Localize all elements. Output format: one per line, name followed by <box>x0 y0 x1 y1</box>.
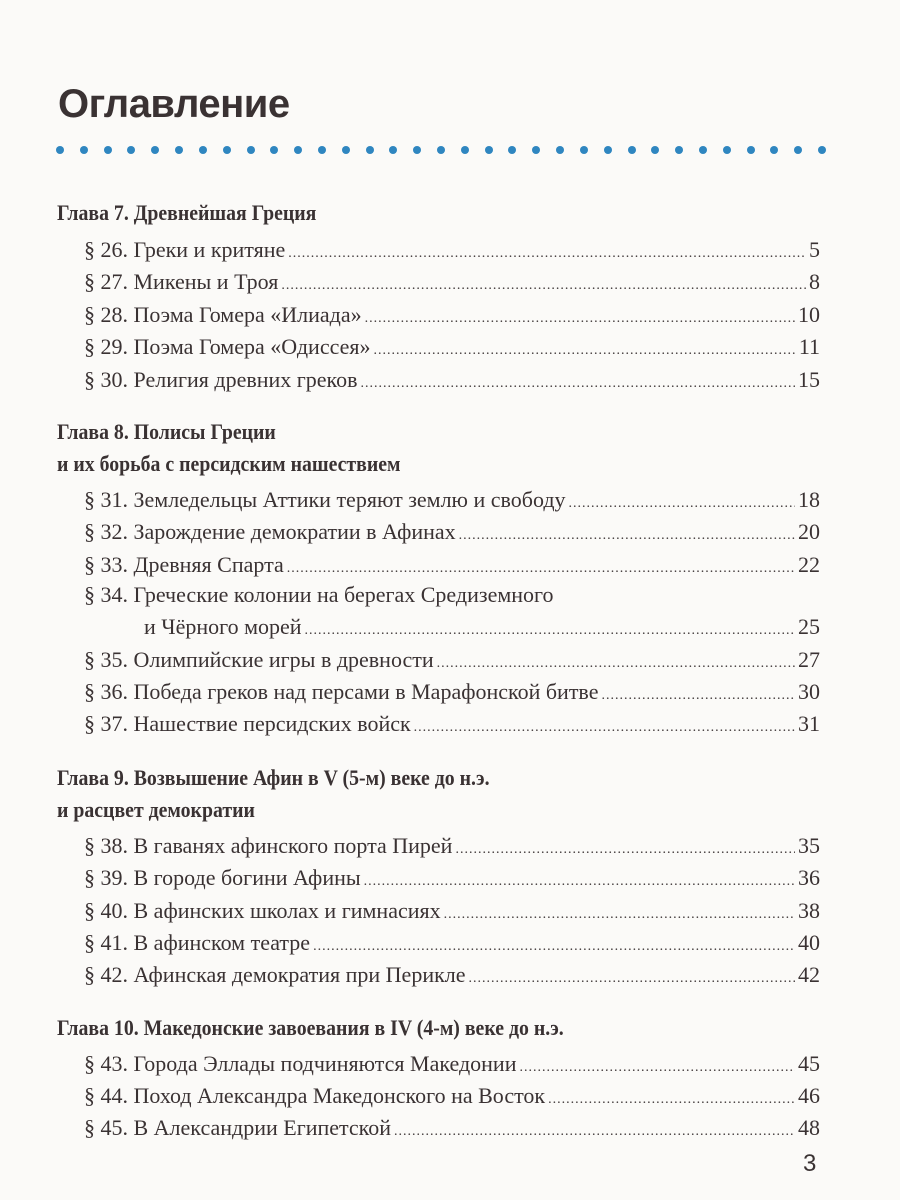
toc-entry[interactable]: § 44. Поход Александра Македонского на Восток ..... 46 <box>84 1081 820 1111</box>
toc-entry[interactable]: § 38. В гаванях афинского порта Пирей ..... 35 <box>84 831 820 861</box>
chapter-9-heading-line1: Глава 9. Возвышение Афин в V (5-м) веке до н.э. <box>57 765 490 790</box>
chapter-10-heading: Глава 10. Македонские завоевания в IV (4-м) веке до н.э. <box>57 1015 564 1040</box>
toc-entry[interactable]: § 29. Поэма Гомера «Одиссея» ..... 11 <box>84 332 820 362</box>
chapter-8-heading-line1: Глава 8. Полисы Греции <box>57 419 276 444</box>
chapter-7-heading: Глава 7. Древнейшая Греция <box>57 200 317 225</box>
toc-entry[interactable]: § 32. Зарождение демократии в Афинах ..... 20 <box>84 517 820 547</box>
toc-entry[interactable]: § 36. Победа греков над персами в Марафонской битве ..... 30 <box>84 677 820 707</box>
toc-entry[interactable]: § 33. Древняя Спарта ..... 22 <box>84 550 820 580</box>
toc-entry-continuation[interactable]: и Чёрного морей ..... 25 <box>144 612 820 642</box>
toc-entry[interactable]: § 30. Религия древних греков ..... 15 <box>84 365 820 395</box>
toc-entry[interactable]: § 27. Микены и Троя ..... 8 <box>84 267 820 297</box>
page-title: Оглавление <box>58 82 290 126</box>
toc-entry[interactable]: § 42. Афинская демократия при Перикле ..... 42 <box>84 960 820 990</box>
toc-entry[interactable]: § 43. Города Эллады подчиняются Македонии ..... 45 <box>84 1049 820 1079</box>
toc-entry[interactable]: § 26. Греки и критяне ..... 5 <box>84 235 820 265</box>
toc-entry[interactable]: § 41. В афинском театре ..... 40 <box>84 928 820 958</box>
toc-entry[interactable]: § 37. Нашествие персидских войск ..... 31 <box>84 709 820 739</box>
toc-entry[interactable]: § 28. Поэма Гомера «Илиада» ..... 10 <box>84 300 820 330</box>
chapter-9-heading-line2: и расцвет демократии <box>57 797 255 822</box>
toc-entry-line1[interactable]: § 34. Греческие колонии на берегах Средиземного <box>84 582 554 607</box>
page-number: 3 <box>803 1150 817 1177</box>
toc-entry[interactable]: § 39. В городе богини Афины ..... 36 <box>84 863 820 893</box>
chapter-8-heading-line2: и их борьба с персидским нашествием <box>57 451 401 476</box>
toc-entry[interactable]: § 45. В Александрии Египетской ..... 48 <box>84 1113 820 1143</box>
dotted-divider <box>56 143 826 157</box>
toc-entry[interactable]: § 31. Земледельцы Аттики теряют землю и свободу ..... 18 <box>84 485 820 515</box>
toc-entry[interactable]: § 40. В афинских школах и гимнасиях ..... 38 <box>84 896 820 926</box>
toc-entry[interactable]: § 35. Олимпийские игры в древности ..... 27 <box>84 645 820 675</box>
